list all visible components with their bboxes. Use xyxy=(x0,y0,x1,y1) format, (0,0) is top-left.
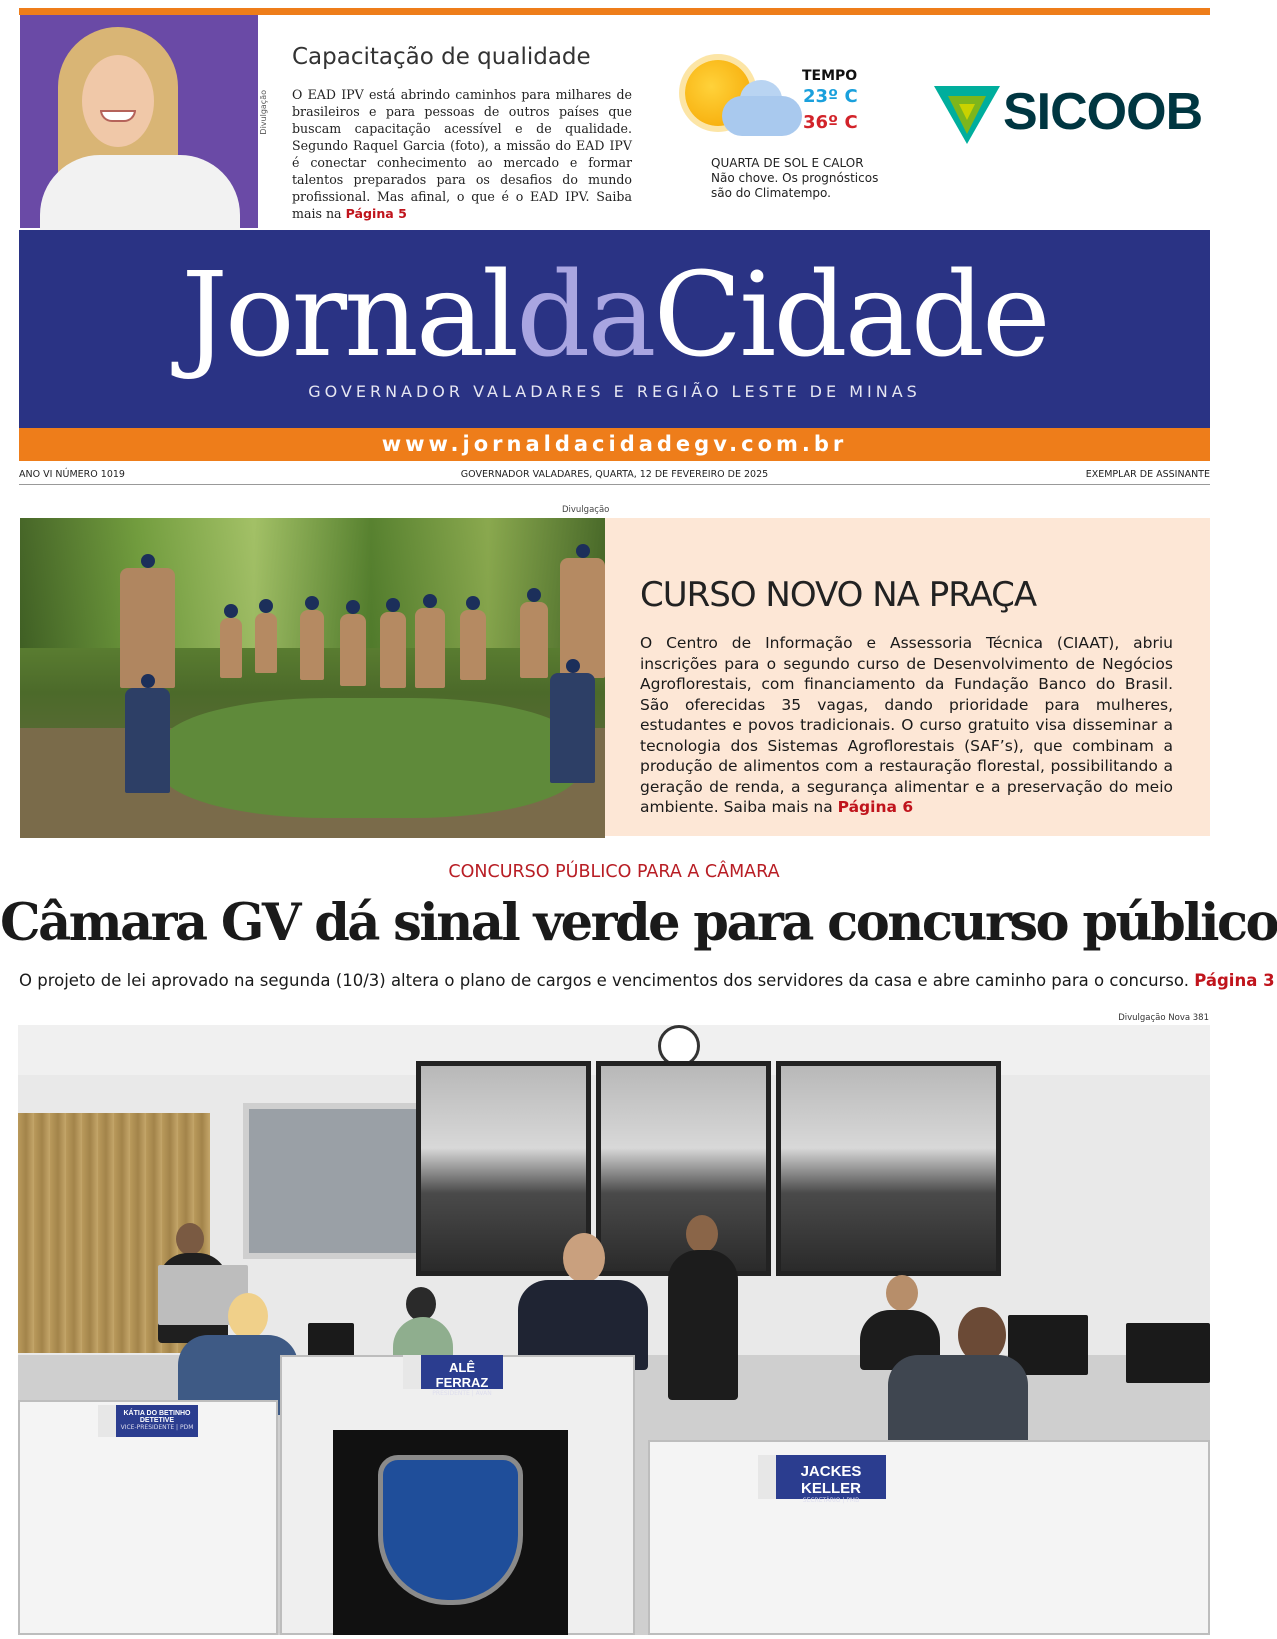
sicoob-logo-icon[interactable] xyxy=(934,86,1000,144)
lead-deck: O projeto de lei aprovado na segunda (10/3) altera o plano de cargos e vencimentos dos servidores da casa e abre caminho para o concurso. Página 3 xyxy=(19,971,1275,990)
weather-note: QUARTA DE SOL E CALOR Não chove. Os prognósticos são do Climatempo. xyxy=(711,156,879,200)
nameplate-ale-ferraz: ALÊ FERRAZ PRESIDENTE | AVAN xyxy=(403,1355,503,1389)
promo-photo xyxy=(20,15,258,228)
masthead-subtitle: GOVERNADOR VALADARES E REGIÃO LESTE DE MINAS xyxy=(308,382,921,401)
cloud-icon-base xyxy=(722,96,802,136)
site-url-link[interactable]: www.jornaldacidadegv.com.br xyxy=(19,428,1210,461)
masthead xyxy=(19,230,1210,428)
feature-photo-credit: Divulgação xyxy=(562,505,610,515)
temp-max: 36º C xyxy=(803,112,858,133)
temp-min: 23º C xyxy=(803,86,858,107)
edition-type: EXEMPLAR DE ASSINANTE xyxy=(1085,469,1210,480)
sicoob-logo-wordmark[interactable]: SICOOB xyxy=(1003,83,1203,141)
feature-text: O Centro de Informação e Assessoria Técnica (CIAAT), abriu inscrições para o segundo curso de Desenvolvimento de Negócios Agroflorestais, com financiamento da Fundação Banco do Brasil. São oferecidas 35 vagas, dando prioridade para mulheres, estudantes e povos tradicionais. O curso gratuito visa disseminar a tecnologia dos Sistemas Agroflorestais (SAF’s), que combinam a produção de alimentos com a restauração florestal, possibilitando a geração de renda, a segurança alimentar e a preservação do meio ambiente. Saiba mais na Página 6 xyxy=(640,634,1173,816)
promo-page-ref[interactable]: Página 5 xyxy=(345,206,407,221)
promo-photo-credit: Divulgação xyxy=(259,90,268,135)
lead-photo-credit: Divulgação Nova 381 xyxy=(1118,1013,1209,1023)
lead-page-ref[interactable]: Página 3 xyxy=(1194,971,1275,990)
edition-number: ANO VI NÚMERO 1019 xyxy=(19,469,125,480)
promo-text: O EAD IPV está abrindo caminhos para milhares de brasileiros e para pessoas de outros países que buscam capacitação acessível e de qualidade. Segundo Raquel Garcia (foto), a missão do EAD IPV é conectar conhecimento ao mercado e formar talentos preparados para os desafios do mundo profissional. Mas afinal, o que é o EAD IPV. Saiba mais na Página 5 xyxy=(292,87,632,221)
nameplate-katia: KÁTIA DO BETINHO DETETIVE VICE-PRESIDENTE | PDM xyxy=(98,1405,198,1437)
masthead-title: JornaldaCidade xyxy=(181,248,1048,383)
feature-photo xyxy=(20,518,605,836)
top-accent-rule xyxy=(19,8,1210,15)
lead-kicker: CONCURSO PÚBLICO PARA A CÂMARA xyxy=(448,862,780,882)
city-crest-icon xyxy=(378,1455,523,1605)
edition-place-date: GOVERNADOR VALADARES, QUARTA, 12 DE FEVEREIRO DE 2025 xyxy=(460,469,769,480)
feature-title: CURSO NOVO NA PRAÇA xyxy=(640,575,1037,615)
edition-info-row xyxy=(19,465,1210,485)
nameplate-jackes-keller: JACKES KELLER SECRETÁRIO | PMB xyxy=(758,1455,886,1499)
promo-title: Capacitação de qualidade xyxy=(292,44,591,70)
feature-page-ref[interactable]: Página 6 xyxy=(837,798,914,816)
council-photo xyxy=(18,1025,1210,1635)
lead-headline[interactable]: Câmara GV dá sinal verde para concurso público xyxy=(0,893,1277,953)
weather-label: TEMPO xyxy=(802,68,858,84)
